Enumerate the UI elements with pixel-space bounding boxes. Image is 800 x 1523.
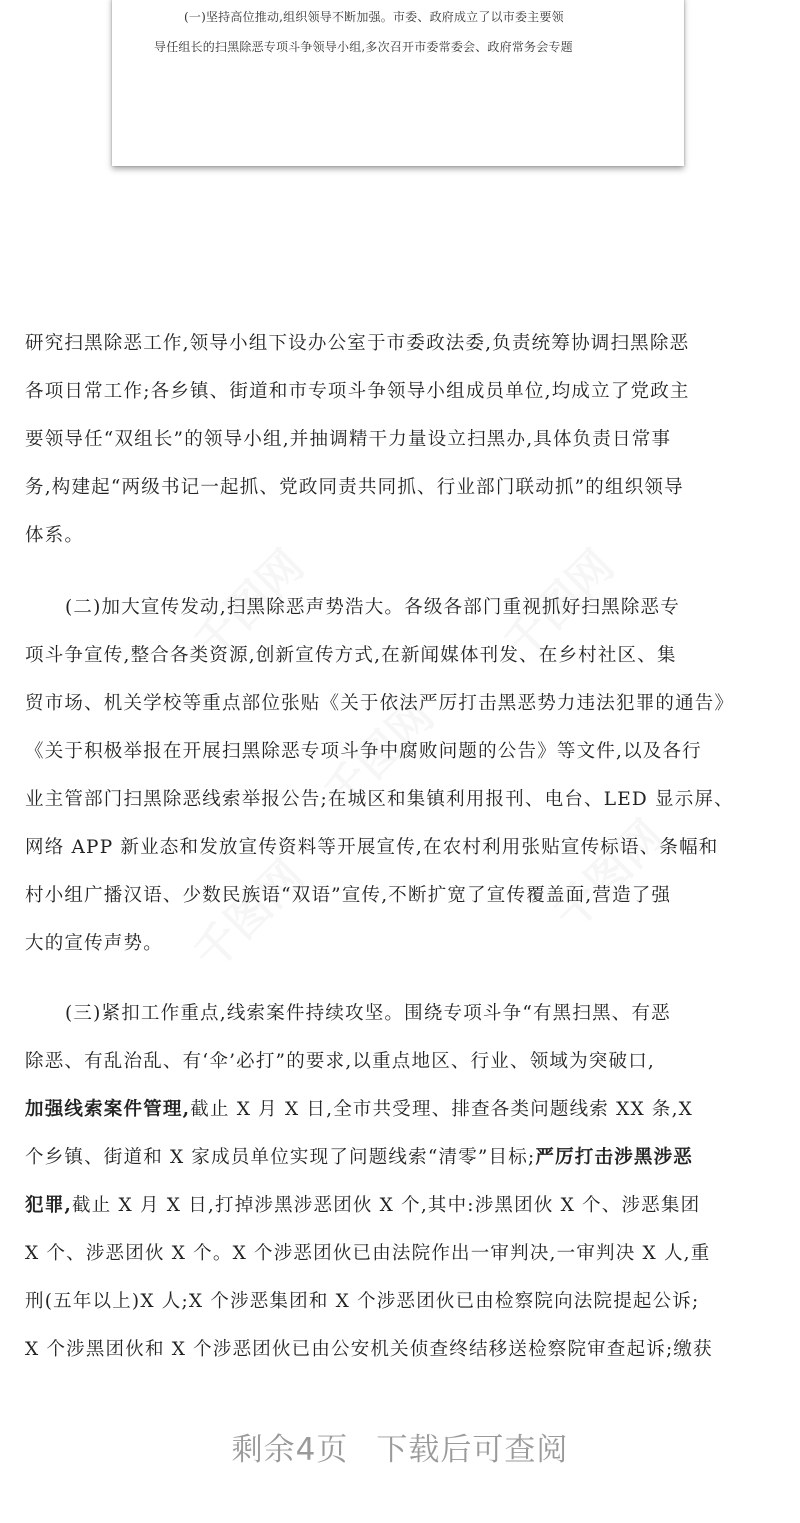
preview-card	[112, 0, 684, 166]
paragraph-line: 村小组广播汉语、少数民族语“双语”宣传,不断扩宽了宣传覆盖面,营造了强	[25, 885, 672, 906]
paragraph-line: (二)加大宣传发动,扫黑除恶声势浩大。各级各部门重视抓好扫黑除恶专	[65, 597, 680, 618]
paragraph-line	[25, 1098, 693, 1122]
line-text: 截止 X 月 X 日,全市共受理、排查各类问题线索 XX 条,X	[190, 1099, 694, 1120]
bold-phrase: 严厉打击涉黑涉恶	[535, 1147, 693, 1168]
paragraph-line: 《关于积极举报在开展扫黑除恶专项斗争中腐败问题的公告》等文件,以及各行	[25, 741, 702, 762]
paragraph-line: 项斗争宣传,整合各类资源,创新宣传方式,在新闻媒体刊发、在乡村社区、集	[25, 645, 677, 666]
paragraph-line: 务,构建起“两级书记一起抓、党政同责共同抓、行业部门联动抓”的组织领导	[25, 477, 684, 498]
paragraph-line: 网络 APP 新业态和发放宣传资料等开展宣传,在农村利用张贴宣传标语、条幅和	[25, 837, 719, 858]
line-text: 截止 X 月 X 日,打掉涉黑涉恶团伙 X 个,其中:涉黑团伙 X 个、涉恶集团	[72, 1195, 701, 1216]
download-prompt[interactable]	[0, 1424, 800, 1469]
watermark	[177, 843, 316, 982]
paragraph-line: 除恶、有乱治乱、有‘伞’必打”的要求,以重点地区、行业、领域为突破口,	[25, 1051, 655, 1072]
bold-phrase: 犯罪,	[25, 1195, 73, 1216]
line-text: 个乡镇、街道和 X 家成员单位实现了问题线索“清零”目标;	[25, 1147, 536, 1168]
download-to-view-label[interactable]: 下载后可查阅	[376, 1432, 569, 1468]
remaining-pages-label: 剩余4页	[231, 1432, 349, 1468]
paragraph-line: (三)紧扣工作重点,线索案件持续攻坚。围绕专项斗争“有黑扫黑、有恶	[65, 1003, 671, 1024]
preview-line-2: 导任组长的扫黑除恶专项斗争领导小组,多次召开市委常委会、政府常务会专题	[154, 40, 573, 54]
paragraph-line: 刑(五年以上)X 人;X 个涉恶集团和 X 个涉恶团伙已由检察院向法院提起公诉;	[25, 1291, 700, 1312]
paragraph-line: X 个涉黑团伙和 X 个涉恶团伙已由公安机关侦查终结移送检察院审查起诉;缴获	[25, 1339, 713, 1360]
paragraph-line: 各项日常工作;各乡镇、街道和市专项斗争领导小组成员单位,均成立了党政主	[25, 381, 690, 402]
paragraph-line: 研究扫黑除恶工作,领导小组下设办公室于市委政法委,负责统筹协调扫黑除恶	[25, 333, 690, 354]
preview-line-1: (一)坚持高位推动,组织领导不断加强。市委、政府成立了以市委主要领	[184, 10, 564, 24]
watermark	[537, 803, 676, 942]
paragraph-line: 业主管部门扫黑除恶线索举报公告;在城区和集镇利用报刊、电台、LED 显示屏、	[25, 789, 734, 810]
paragraph-line: 体系。	[25, 525, 85, 546]
paragraph-line: X 个、涉恶团伙 X 个。X 个涉恶团伙已由法院作出一审判决,一审判决 X 人,重	[25, 1243, 711, 1264]
paragraph-line	[25, 1194, 700, 1218]
bold-phrase: 加强线索案件管理,	[25, 1099, 191, 1120]
paragraph-line: 大的宣传声势。	[25, 933, 163, 954]
paragraph-line: 贸市场、机关学校等重点部位张贴《关于依法严厉打击黑恶势力违法犯罪的通告》	[25, 693, 735, 714]
paragraph-line	[25, 1146, 693, 1170]
paragraph-line: 要领导任“双组长”的领导小组,并抽调精干力量设立扫黑办,具体负责日常事	[25, 429, 672, 450]
